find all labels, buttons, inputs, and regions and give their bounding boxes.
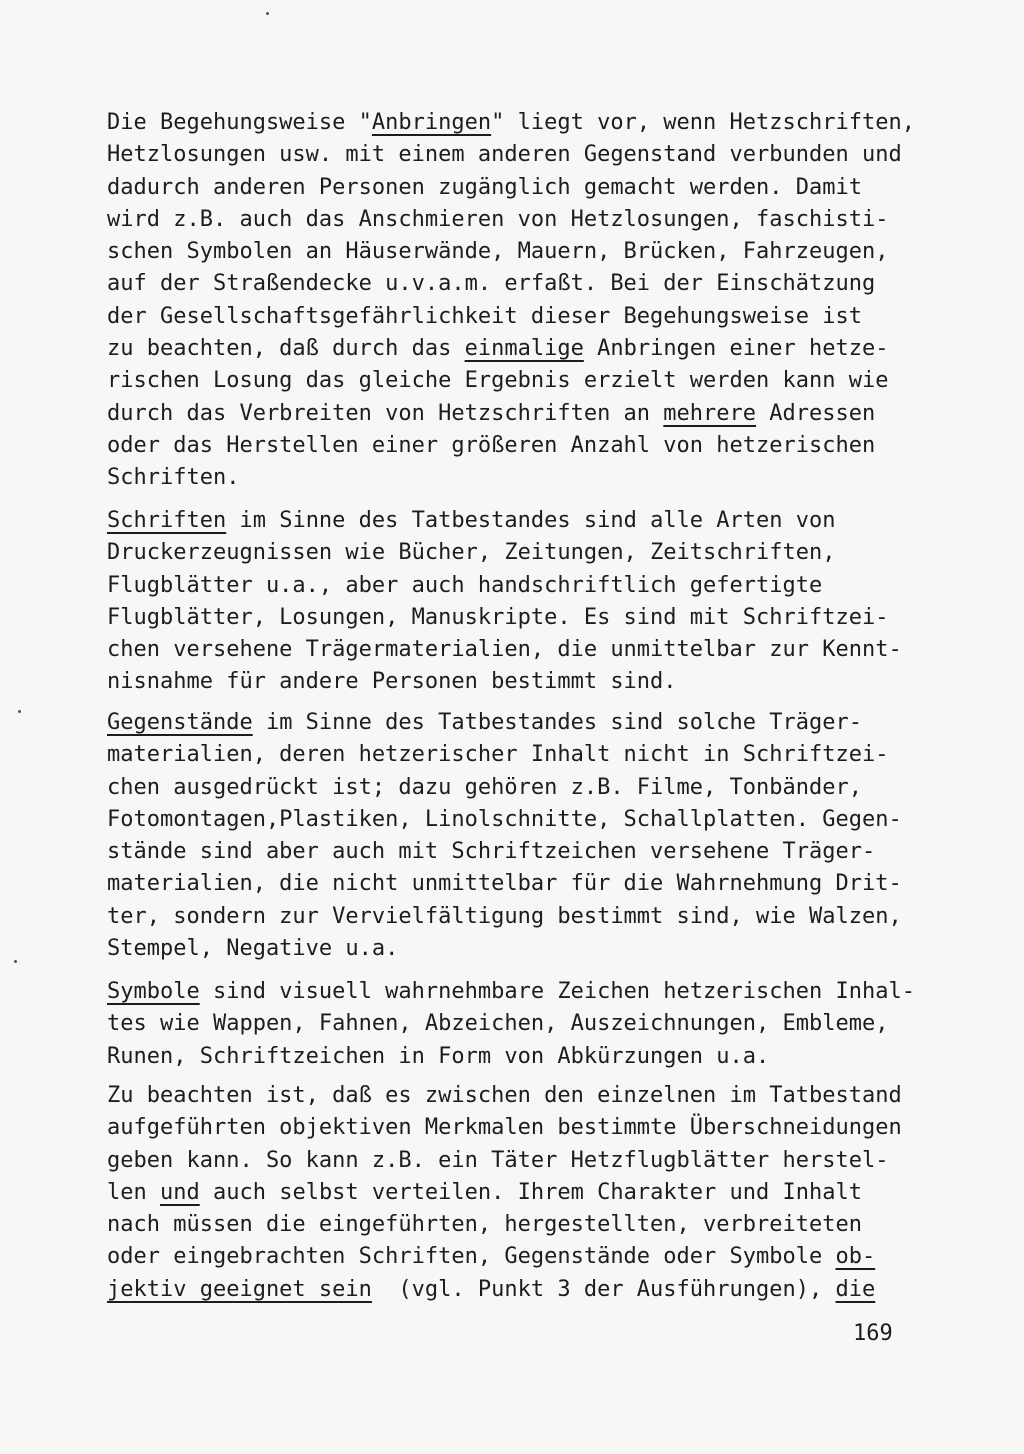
underlined-term: Gegenstände bbox=[107, 710, 253, 735]
text-run: len bbox=[107, 1179, 160, 1205]
text-line bbox=[107, 462, 907, 494]
text-line bbox=[107, 602, 907, 634]
text-run: Flugblätter, Losungen, Manuskripte. Es sind mit Schriftzei- bbox=[107, 604, 889, 630]
text-run: Fotomontagen,Plastiken, Linolschnitte, Schallplatten. Gegen- bbox=[107, 806, 902, 832]
text-run: oder das Herstellen einer größeren Anzahl von hetzerischen bbox=[107, 432, 876, 458]
page-number: 169 bbox=[853, 1321, 893, 1346]
text-line bbox=[107, 365, 907, 397]
text-run: geben kann. So kann z.B. ein Täter Hetzflugblätter herstel- bbox=[107, 1147, 889, 1173]
text-run: wird z.B. auch das Anschmieren von Hetzlosungen, faschisti- bbox=[107, 206, 889, 232]
text-line bbox=[107, 1041, 907, 1073]
underlined-term: Anbringen bbox=[371, 110, 492, 135]
text-run: auch selbst verteilen. Ihrem Charakter und Inhalt bbox=[199, 1179, 862, 1205]
text-line bbox=[107, 1145, 907, 1177]
text-line bbox=[107, 739, 907, 771]
underlined-term: einmalige bbox=[464, 336, 584, 362]
paragraph-ueberschneidungen bbox=[107, 1080, 907, 1306]
text-line bbox=[107, 537, 907, 569]
text-line bbox=[107, 933, 907, 965]
scan-speck bbox=[266, 12, 269, 15]
text-line bbox=[107, 1080, 907, 1112]
text-run: stände sind aber auch mit Schriftzeichen versehene Träger- bbox=[107, 839, 876, 865]
text-run: Druckerzeugnissen wie Bücher, Zeitungen, Zeitschriften, bbox=[107, 540, 836, 566]
text-run: Hetzlosungen usw. mit einem anderen Gegenstand verbunden und bbox=[107, 142, 902, 168]
text-run: im Sinne des Tatbestandes sind alle Arten von bbox=[226, 508, 836, 533]
text-line bbox=[107, 333, 907, 365]
text-run: der Gesellschaftsgefährlichkeit dieser Begehungsweise ist bbox=[107, 303, 862, 329]
text-run: Schriften. bbox=[107, 465, 240, 491]
paragraph-symbole bbox=[107, 976, 915, 1073]
text-run: sind visuell wahrnehmbare Zeichen hetzerischen Inhal- bbox=[199, 979, 915, 1004]
text-line bbox=[107, 1112, 907, 1144]
text-run: Adressen bbox=[756, 400, 876, 426]
text-line bbox=[107, 204, 907, 236]
underlined-term: Symbole bbox=[107, 979, 200, 1004]
text-line bbox=[107, 868, 907, 900]
text-run: " liegt vor, wenn Hetzschriften, bbox=[491, 110, 915, 135]
text-line bbox=[107, 772, 907, 804]
text-line bbox=[107, 139, 907, 171]
underlined-term: und bbox=[159, 1179, 200, 1205]
text-line bbox=[107, 1177, 907, 1209]
text-line bbox=[107, 1008, 907, 1040]
text-run: chen ausgedrückt ist; dazu gehören z.B. Filme, Tonbänder, bbox=[107, 774, 862, 800]
text-run: materialien, die nicht unmittelbar für die Wahrnehmung Drit- bbox=[107, 871, 902, 897]
text-run: Anbringen einer hetze- bbox=[583, 336, 889, 362]
text-line bbox=[107, 836, 907, 868]
text-line bbox=[107, 505, 907, 537]
text-line bbox=[107, 398, 907, 430]
text-run: nisnahme für andere Personen bestimmt sind. bbox=[107, 669, 677, 695]
underlined-term: ob- bbox=[835, 1244, 876, 1270]
text-run: Zu beachten ist, daß es zwischen den einzelnen im Tatbestand bbox=[107, 1083, 902, 1108]
text-line bbox=[107, 1209, 907, 1241]
text-run: Stempel, Negative u.a. bbox=[107, 936, 399, 962]
text-line bbox=[107, 172, 907, 204]
text-run: oder eingebrachten Schriften, Gegenstände oder Symbole bbox=[107, 1244, 836, 1270]
text-run: materialien, deren hetzerischer Inhalt nicht in Schriftzei- bbox=[107, 742, 889, 768]
text-run: Flugblätter u.a., aber auch handschriftlich gefertigte bbox=[107, 572, 823, 598]
text-run: rischen Losung das gleiche Ergebnis erzielt werden kann wie bbox=[107, 368, 889, 394]
underlined-term: Schriften bbox=[107, 508, 227, 533]
text-run: zu beachten, daß durch das bbox=[107, 336, 465, 362]
text-line bbox=[107, 1274, 907, 1306]
paragraph-schriften bbox=[107, 505, 907, 699]
text-run: Die Begehungsweise " bbox=[107, 110, 372, 135]
text-run: aufgeführten objektiven Merkmalen bestimmte Überschneidungen bbox=[107, 1115, 902, 1141]
text-run: dadurch anderen Personen zugänglich gemacht werden. Damit bbox=[107, 174, 862, 200]
scan-speck bbox=[18, 710, 21, 713]
underlined-term: die bbox=[835, 1276, 876, 1302]
text-line bbox=[107, 901, 907, 933]
text-line bbox=[107, 976, 915, 1008]
text-line bbox=[107, 1241, 907, 1273]
text-line bbox=[107, 570, 907, 602]
underlined-term: mehrere bbox=[663, 400, 757, 426]
text-run: im Sinne des Tatbestandes sind solche Träger- bbox=[252, 710, 862, 735]
text-run: auf der Straßendecke u.v.a.m. erfaßt. Bei der Einschätzung bbox=[107, 271, 876, 297]
text-run: durch das Verbreiten von Hetzschriften an bbox=[107, 400, 664, 426]
paragraph-anbringen bbox=[107, 107, 915, 495]
text-line bbox=[107, 107, 915, 139]
text-line bbox=[107, 268, 907, 300]
text-line bbox=[107, 301, 907, 333]
text-line bbox=[107, 430, 907, 462]
text-run: nach müssen die eingeführten, hergestellten, verbreiteten bbox=[107, 1212, 862, 1238]
text-run: Runen, Schriftzeichen in Form von Abkürzungen u.a. bbox=[107, 1043, 770, 1069]
text-line bbox=[107, 707, 907, 739]
text-run: (vgl. Punkt 3 der Ausführungen), bbox=[371, 1276, 836, 1302]
text-line bbox=[107, 666, 907, 698]
text-run: chen versehene Trägermaterialien, die unmittelbar zur Kennt- bbox=[107, 637, 902, 663]
text-run: tes wie Wappen, Fahnen, Abzeichen, Auszeichnungen, Embleme, bbox=[107, 1011, 889, 1037]
text-line bbox=[107, 236, 907, 268]
underlined-term: jektiv geeignet sein bbox=[107, 1276, 372, 1302]
paragraph-gegenstaende bbox=[107, 707, 907, 965]
text-line bbox=[107, 804, 907, 836]
text-line bbox=[107, 634, 907, 666]
text-run: ter, sondern zur Vervielfältigung bestimmt sind, wie Walzen, bbox=[107, 903, 902, 929]
scan-speck bbox=[14, 960, 17, 963]
text-run: schen Symbolen an Häuserwände, Mauern, Brücken, Fahrzeugen, bbox=[107, 239, 889, 265]
